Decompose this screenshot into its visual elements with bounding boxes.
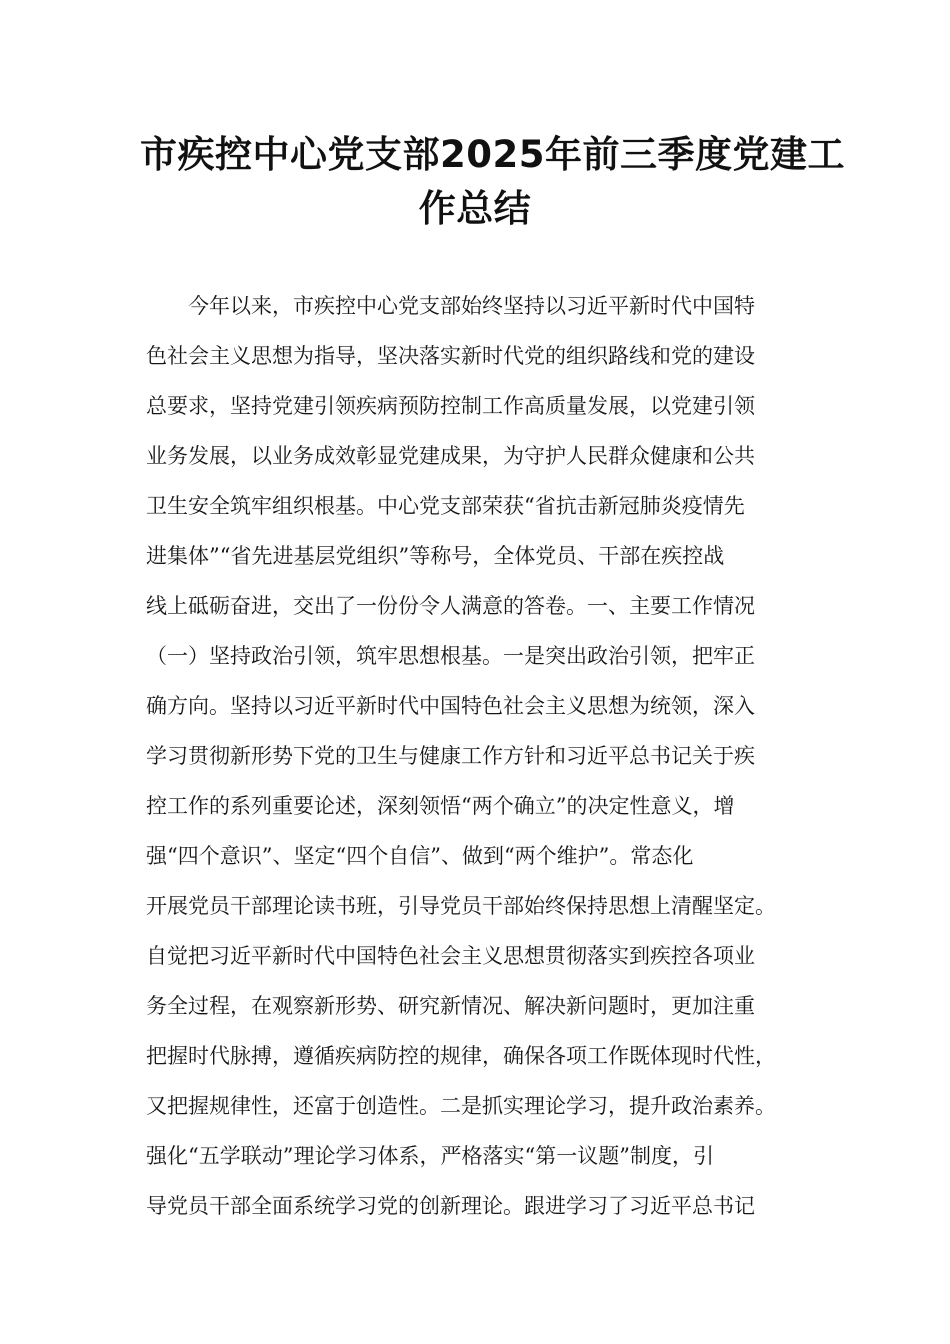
body-line: 把握时代脉搏，遵循疾病防控的规律，确保各项工作既体现时代性， [146,1044,776,1068]
body-line: 今年以来，市疾控中心党支部始终坚持以习近平新时代中国特 [188,294,755,318]
body-line: 导党员干部全面系统学习党的创新理论。跟进学习了习近平总书记 [146,1194,755,1218]
body-line: 又把握规律性，还富于创造性。二是抓实理论学习，提升政治素养。 [146,1094,776,1118]
body-line: 强“四个意识”、坚定“四个自信”、做到“两个维护”。常态化 [146,844,694,868]
body-line: 卫生安全筑牢组织根基。中心党支部荣获“省抗击新冠肺炎疫情先 [146,494,745,518]
title-line-2: 作总结 [418,187,532,230]
body-line: 强化“五学联动”理论学习体系，严格落实“第一议题”制度，引 [146,1144,714,1168]
document-body [146,281,836,1231]
body-line: 业务发展，以业务成效彰显党建成果，为守护人民群众健康和公共 [146,444,755,468]
body-line: 控工作的系列重要论述，深刻领悟“两个确立”的决定性意义，增 [146,794,735,818]
body-line: 确方向。坚持以习近平新时代中国特色社会主义思想为统领，深入 [146,694,755,718]
body-line: 色社会主义思想为指导，坚决落实新时代党的组织路线和党的建设 [146,344,755,368]
body-line: （一）坚持政治引领，筑牢思想根基。一是突出政治引领，把牢正 [146,644,755,668]
body-line: 自觉把习近平新时代中国特色社会主义思想贯彻落实到疾控各项业 [146,944,755,968]
body-line: 总要求，坚持党建引领疾病预防控制工作高质量发展，以党建引领 [146,394,755,418]
body-line: 务全过程，在观察新形势、研究新情况、解决新问题时，更加注重 [146,994,755,1018]
body-line: 开展党员干部理论读书班，引导党员干部始终保持思想上清醒坚定。 [146,894,776,918]
document-title [140,128,845,236]
body-line: 进集体”“省先进基层党组织”等称号，全体党员、干部在疾控战 [146,544,725,568]
body-line: 学习贯彻新形势下党的卫生与健康工作方针和习近平总书记关于疾 [146,744,755,768]
title-line-1: 市疾控中心党支部2025年前三季度党建工 [140,133,845,176]
body-line: 线上砥砺奋进，交出了一份份令人满意的答卷。一、主要工作情况 [146,594,755,618]
